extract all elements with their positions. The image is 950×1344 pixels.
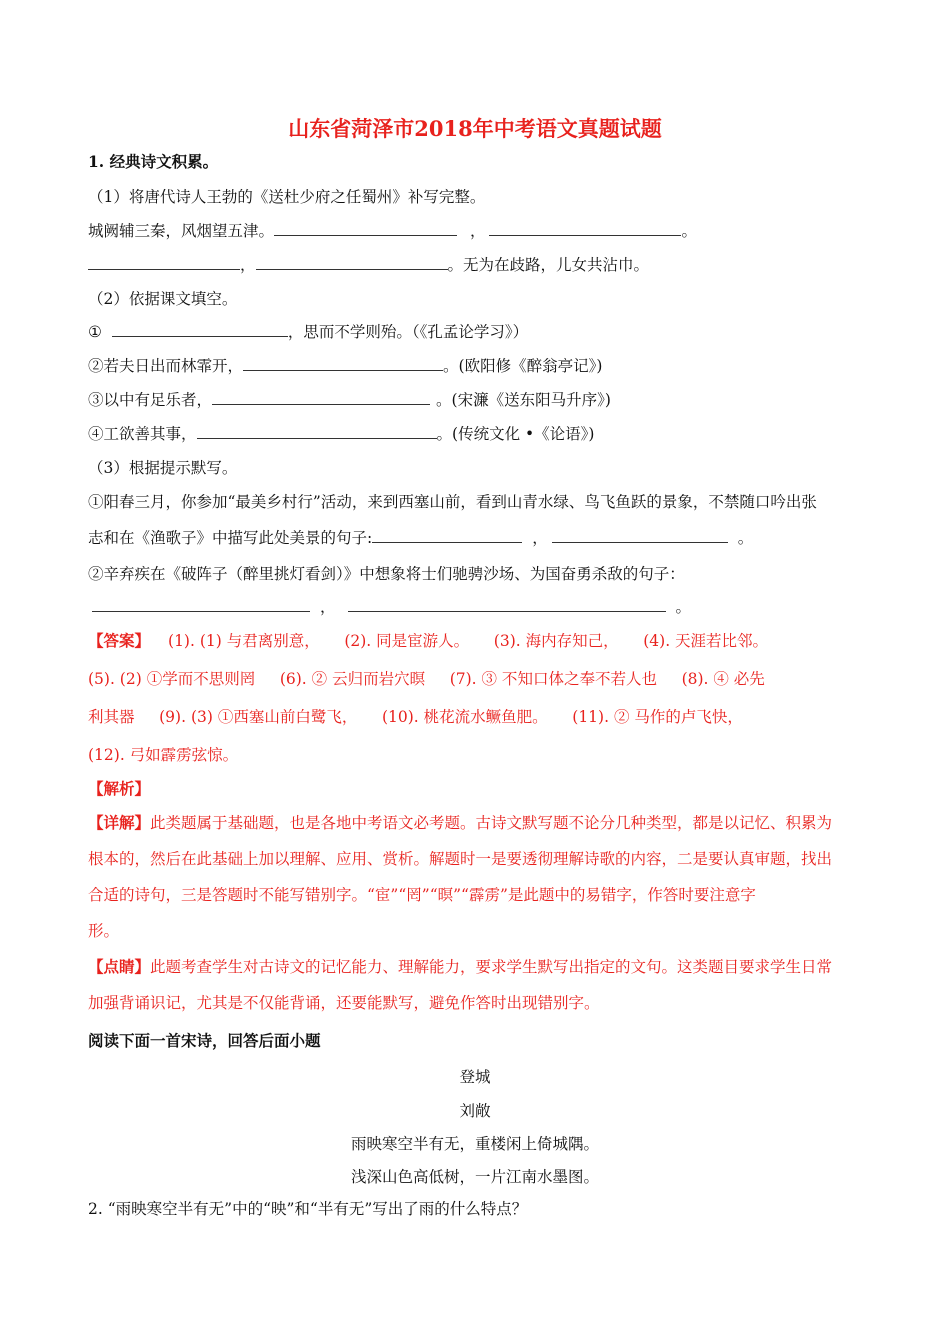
part-3-intro: （3）根据提示默写。 bbox=[88, 459, 238, 477]
poem-title: 登城 bbox=[459, 1068, 491, 1086]
part-3-item-1-cont bbox=[88, 527, 753, 549]
answer-blank[interactable] bbox=[112, 322, 288, 337]
answer-blank[interactable] bbox=[256, 255, 448, 270]
page-title: 山东省菏泽市2018年中考语文真题试题 bbox=[288, 116, 662, 141]
poem-line-1: 雨映寒空半有无，重楼闲上倚城隅。 bbox=[350, 1135, 599, 1153]
question-2: 2. “雨映寒空半有无”中的“映”和“半有无”写出了雨的什么特点？ bbox=[88, 1200, 528, 1218]
comma: ， bbox=[320, 598, 336, 616]
detail-line-1 bbox=[88, 812, 832, 834]
answer-blank[interactable] bbox=[372, 528, 522, 543]
answer-line-3: 利其器 (9). (3) ①西塞山前白鹭飞， (10). 桃花流水鳜鱼肥。 (11). ② 马作的卢飞快， bbox=[88, 708, 743, 726]
answer-blank[interactable] bbox=[552, 528, 728, 543]
item-text: ④工欲善其事， bbox=[88, 425, 197, 443]
answer-blank[interactable] bbox=[274, 221, 457, 236]
point-label: 【点睛】 bbox=[88, 957, 151, 976]
part-1-intro: （1）将唐代诗人王勃的《送杜少府之任蜀州》补写完整。 bbox=[88, 188, 486, 206]
poem-fill-line-2 bbox=[88, 254, 649, 276]
fill-item-1 bbox=[88, 321, 528, 343]
part-3-item-2: ②辛弃疾在《破阵子（醉里挑灯看剑）》中想象将士们驰骋沙场、为国奋勇杀敌的句子： bbox=[88, 565, 685, 583]
part-3-item-1: ①阳春三月，你参加“最美乡村行”活动，来到西塞山前，看到山青水绿、鸟飞鱼跃的景象，不禁随口吟出张 bbox=[88, 493, 817, 511]
item-number: ① bbox=[88, 323, 102, 341]
item-text: 志和在《渔歌子》中描写此处美景的句子: bbox=[88, 529, 373, 547]
fill-item-4 bbox=[88, 423, 594, 445]
answer-text: (1). (1) 与君离别意， (2). 同是宦游人。 (3). 海内存知己， (4). 天涯若比邻。 bbox=[168, 632, 769, 650]
fill-item-2 bbox=[88, 355, 602, 377]
answer-blank[interactable] bbox=[92, 597, 310, 612]
line-text: 城阙辅三秦，风烟望五津。 bbox=[88, 222, 275, 240]
comma: ， bbox=[469, 222, 486, 240]
answer-blank[interactable] bbox=[489, 221, 681, 236]
item-text: ③以中有足乐者， bbox=[88, 391, 213, 409]
point-text: 此题考查学生对古诗文的记忆能力、理解能力，要求学生默写出指定的文句。这类题目要求学生日常 bbox=[150, 958, 833, 976]
answer-line-2: (5). (2) ①学而不思则罔 (6). ② 云归而岩穴暝 (7). ③ 不知口体之奉不若人也 (8). ④ 必先 bbox=[88, 670, 765, 688]
answer-blank[interactable] bbox=[197, 424, 437, 439]
question-1-heading: 1. 经典诗文积累。 bbox=[88, 152, 219, 171]
poem-author: 刘敞 bbox=[459, 1102, 491, 1120]
poem-fill-line-1 bbox=[88, 220, 697, 242]
detail-line-2: 根本的，然后在此基础上加以理解、应用、赏析。解题时一是要透彻理解诗歌的内容，二是要认真审题，找出 bbox=[88, 850, 833, 868]
answer-line-4: (12). 弓如霹雳弦惊。 bbox=[88, 746, 239, 764]
detail-label: 【详解】 bbox=[88, 813, 151, 832]
point-line-2: 加强背诵识记，尤其是不仅能背诵，还要能默写，避免作答时出现错别字。 bbox=[88, 994, 600, 1012]
reading-intro: 阅读下面一首宋诗，回答后面小题 bbox=[88, 1031, 321, 1050]
answer-label: 【答案】 bbox=[88, 631, 151, 650]
item-text: 。(欧阳修《醉翁亭记》) bbox=[443, 357, 603, 375]
period: 。 bbox=[737, 529, 754, 547]
answer-blank[interactable] bbox=[243, 356, 443, 371]
part-3-item-2-blanks bbox=[92, 596, 691, 618]
item-text: ，思而不学则殆。（《孔孟论学习》） bbox=[287, 323, 529, 341]
period: 。 bbox=[675, 598, 692, 616]
part-2-intro: （2）依据课文填空。 bbox=[88, 290, 238, 308]
comma: ， bbox=[240, 256, 256, 274]
detail-text: 此类题属于基础题，也是各地中考语文必考题。古诗文默写题不论分几种类型，都是以记忆、积累为 bbox=[150, 814, 833, 832]
item-text: 。(宋濂《送东阳马升序》) bbox=[436, 391, 611, 409]
item-text: ②若夫日出而林霏开， bbox=[88, 357, 244, 375]
answer-blank[interactable] bbox=[88, 255, 240, 270]
detail-line-3: 合适的诗句，三是答题时不能写错别字。“宦”“罔”“暝”“霹雳”是此题中的易错字，作答时要注意字 bbox=[88, 886, 756, 904]
comma: ， bbox=[532, 529, 548, 547]
detail-line-4: 形。 bbox=[88, 922, 120, 940]
point-line-1 bbox=[88, 956, 832, 978]
answer-blank[interactable] bbox=[348, 597, 666, 612]
answer-blank[interactable] bbox=[212, 390, 430, 405]
period: 。 bbox=[681, 222, 697, 240]
item-text: 。(传统文化 •《论语》) bbox=[436, 425, 595, 443]
answer-line-1 bbox=[88, 630, 768, 652]
fill-item-3 bbox=[88, 389, 611, 411]
line-text: 。无为在歧路，儿女共沾巾。 bbox=[447, 256, 650, 274]
poem-line-2: 浅深山色高低树，一片江南水墨图。 bbox=[350, 1168, 599, 1186]
analysis-label: 【解析】 bbox=[88, 779, 151, 798]
